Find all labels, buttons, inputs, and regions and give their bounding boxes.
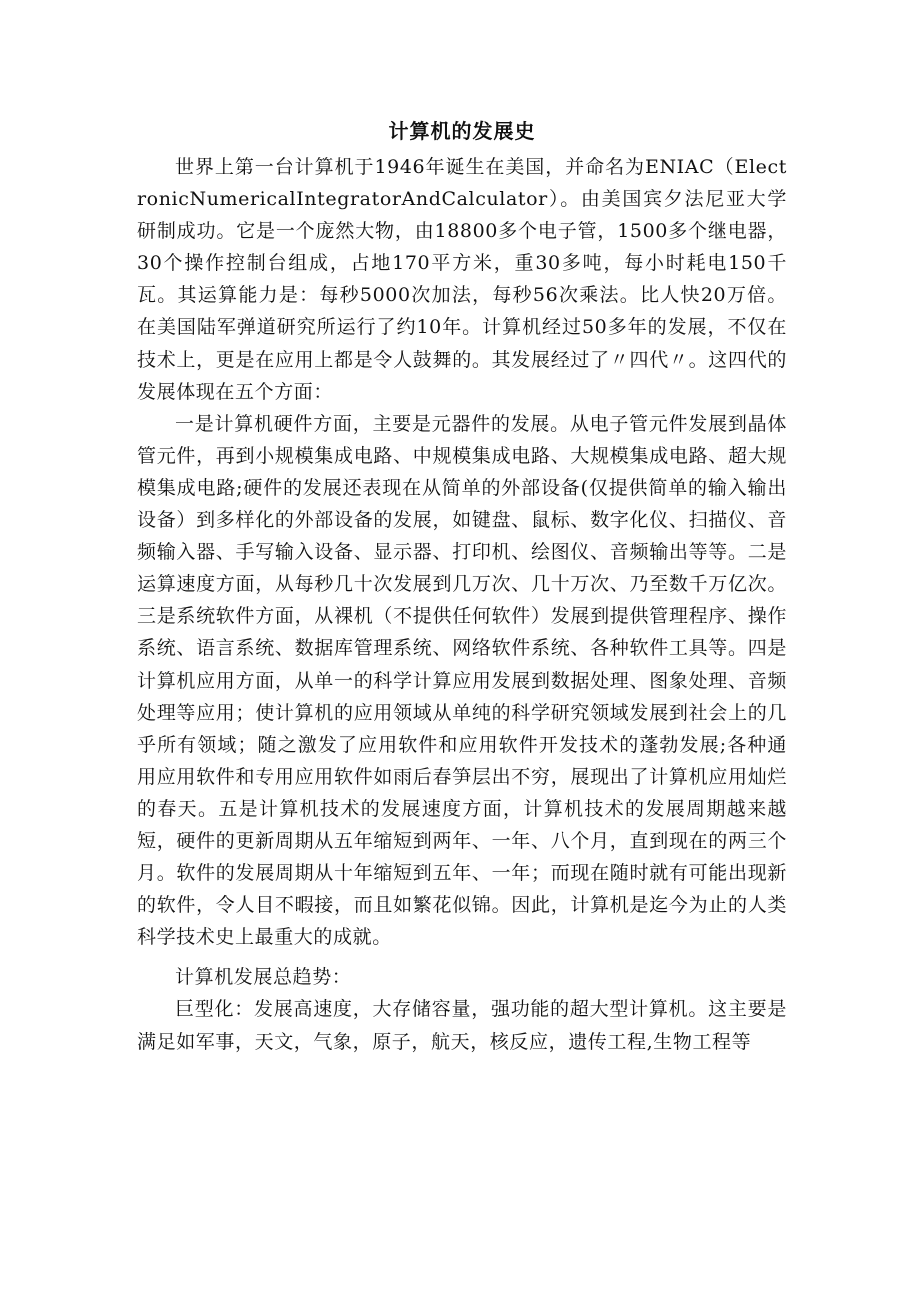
paragraph-supercomputing: 巨型化：发展高速度，大存储容量，强功能的超大型计算机。这主要是满足如军事，天文，气象，原子，航天，核反应，遗传工程,生物工程等 [137,998,787,1053]
document-body [137,117,787,1058]
paragraph-trend-heading: 计算机发展总趋势： [175,966,352,989]
paragraph-five-aspects: 一是计算机硬件方面，主要是元器件的发展。从电子管元件发展到晶体管元件，再到小规模集成电路、中规模集成电路、大规模集成电路、超大规模集成电路;硬件的发展还表现在从简单的外部设备(仅提供简单的输入输出设备）到多样化的外部设备的发展，如键盘、鼠标、数字化仪、扫描仪、音频输入器、手写输入设备、显示器、打印机、绘图仪、音频输出等等。二是运算速度方面，从每秒几十次发展到几万次、几十万次、乃至数千万亿次。三是系统软件方面，从裸机（不提供任何软件）发展到提供管理程序、操作系统、语言系统、数据库管理系统、网络软件系统、各种软件工具等。四是计算机应用方面，从单一的科学计算应用发展到数据处理、图象处理、音频处理等应用；使计算机的应用领域从单纯的科学研究领域发展到社会上的几乎所有领域；随之激发了应用软件和应用软件开发技术的蓬勃发展;各种通用应用软件和专用应用软件如雨后春笋层出不穷，展现出了计算机应用灿烂的春天。五是计算机技术的发展速度方面，计算机技术的发展周期越来越短，硬件的更新周期从五年缩短到两年、一年、八个月，直到现在的两三个月。软件的发展周期从十年缩短到五年、一年；而现在随时就有可能出现新的软件，令人目不暇接，而且如繁花似锦。因此，计算机是迄今为止的人类科学技术史上最重大的成就。 [137,412,787,949]
document-title: 计算机的发展史 [388,119,536,143]
paragraph-eniac-history: 世界上第一台计算机于1946年诞生在美国，并命名为ENIAC（ElectronicNumericalIntegratorAndCalculator）。由美国宾夕法尼亚大学研制成功。它是一个庞然大物，由18800多个电子管，1500多个继电器，30个操作控制台组成，占地170平方米，重30多吨，每小时耗电150千瓦。其运算能力是：每秒5000次加法，每秒56次乘法。比人快20万倍。在美国陆军弹道研究所运行了约10年。计算机经过50多年的发展，不仅在技术上，更是在应用上都是令人鼓舞的。其发展经过了〃四代〃。这四代的发展体现在五个方面： [137,156,787,403]
